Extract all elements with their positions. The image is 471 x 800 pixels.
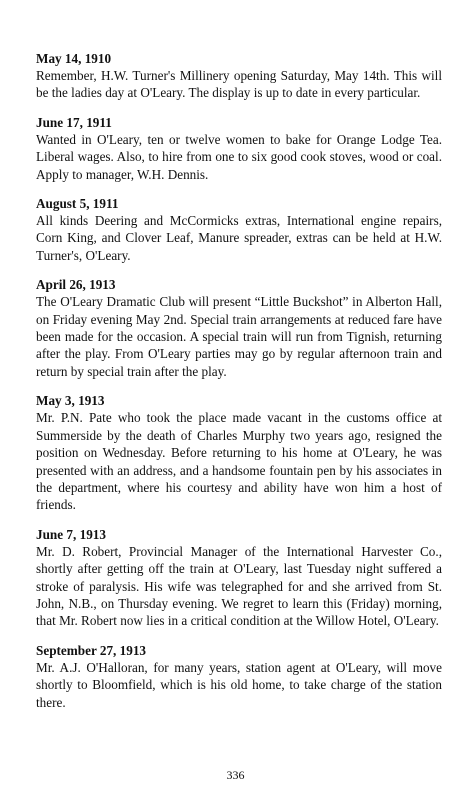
entry-text: The O'Leary Dramatic Club will present “Little Buckshot” in Alberton Hall, on Friday evening May 2nd. Special train arrangements at reduced fare have been made for the occasion. A special train will run from Tignish, returning after the play. From O'Leary parties may go by regular afternoon train and return by special train after the play. [36, 294, 442, 379]
entry-date: September 27, 1913 [36, 642, 147, 658]
entry-date: May 14, 1910 [36, 51, 112, 66]
entry-text: Remember, H.W. Turner's Millinery opening Saturday, May 14th. This will be the ladies day at O'Leary. The display is up to date in every particular. [36, 68, 442, 101]
entry-date: June 7, 1913 [36, 526, 106, 542]
entry-1910-05-14 [36, 50, 442, 102]
entry-1913-05-03 [36, 392, 442, 513]
document-page [36, 50, 442, 723]
entry-text: Wanted in O'Leary, ten or twelve women to bake for Orange Lodge Tea. Liberal wages. Also, to hire from one to six good cook stoves, wood or coal. Apply to manager, W.H. Dennis. [36, 131, 442, 182]
entry-date: May 3, 1913 [36, 393, 105, 409]
entry-date: April 26, 1913 [36, 277, 116, 293]
entry-1913-06-07 [36, 526, 442, 630]
entry-1911-06-17 [36, 114, 442, 183]
entry-text: Mr. P.N. Pate who took the place made vacant in the customs office at Summerside by the death of Charles Murphy two years ago, resigned the position on Wednesday. Before returning to his home at O'Leary, he was presented with an address, and a handsome fountain pen by his associates in the department, where his courtesy and ability have won him a host of friends. [36, 410, 442, 513]
entry-date: August 5, 1911 [36, 196, 119, 212]
entry-text: Mr. A.J. O'Halloran, for many years, station agent at O'Leary, will move shortly to Bloomfield, which is his old home, to take charge of the station there. [36, 659, 442, 710]
entry-1913-09-27 [36, 642, 442, 711]
entry-1911-08-05 [36, 195, 442, 264]
entry-date: June 17, 1911 [36, 114, 112, 130]
entry-1913-04-26 [36, 276, 442, 380]
entry-text: All kinds Deering and McCormicks extras, International engine repairs, Corn King, and Clover Leaf, Manure spreader, extras can be held at H.W. Turner's, O'Leary. [36, 213, 442, 263]
page-number: 336 [226, 768, 245, 782]
entry-text: Mr. D. Robert, Provincial Manager of the International Harvester Co., shortly after getting off the train at O'Leary, last Tuesday night suffered a stroke of paralysis. His wife was telegraphed for and she arrived from St. John, N.B., on Thursday evening. We regret to learn this (Friday) morning, that Mr. Robert now lies in a critical condition at the Willow Hotel, O'Leary. [36, 543, 442, 629]
